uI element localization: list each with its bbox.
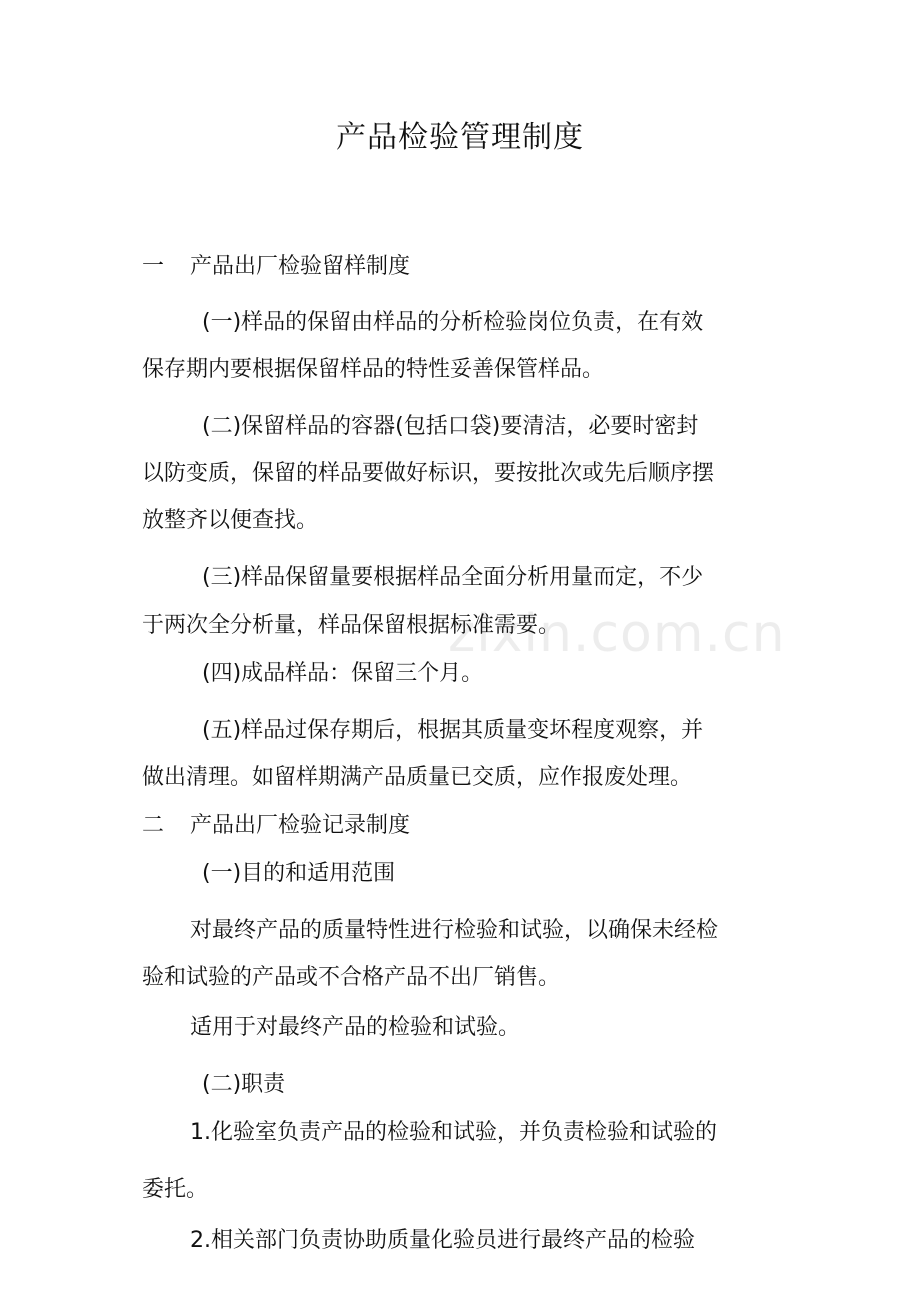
- paragraph-line: 1.化验室负责产品的检验和试验，并负责检验和试验的: [190, 1120, 717, 1145]
- paragraph-line: 委托。: [142, 1177, 209, 1202]
- paragraph-line: 以防变质，保留的样品要做好标识，要按批次或先后顺序摆: [142, 461, 715, 486]
- paragraph-line: 放整齐以便查找。: [142, 508, 319, 533]
- paragraph-line: 对最终产品的质量特性进行检验和试验，以确保未经检: [190, 918, 719, 943]
- subsection-heading: (一)目的和适用范围: [202, 861, 396, 886]
- section-heading-text: 产品出厂检验留样制度: [190, 254, 411, 279]
- watermark: zixin.com.cn: [448, 604, 786, 664]
- paragraph-line: (四)成品样品：保留三个月。: [202, 661, 484, 686]
- paragraph-line: (三)样品保留量要根据样品全面分析用量而定，不少: [202, 565, 704, 590]
- document-title: 产品检验管理制度: [336, 120, 584, 155]
- section-heading-1: [142, 252, 410, 282]
- section-heading-2: [142, 811, 410, 841]
- section-number: 一: [142, 254, 165, 279]
- section-number: 二: [142, 813, 165, 838]
- paragraph-line: 于两次全分析量，样品保留根据标准需要。: [142, 613, 561, 638]
- paragraph-line: (五)样品过保存期后，根据其质量变坏程度观察，并: [202, 718, 704, 743]
- section-heading-text: 产品出厂检验记录制度: [190, 813, 411, 838]
- paragraph-line: (二)保留样品的容器(包括口袋)要清洁，必要时密封: [202, 414, 699, 439]
- paragraph-line: 验和试验的产品或不合格产品不出厂销售。: [142, 965, 561, 990]
- paragraph-line: (一)样品的保留由样品的分析检验岗位负责，在有效: [202, 310, 704, 335]
- paragraph-line: 保存期内要根据保留样品的特性妥善保管样品。: [142, 357, 605, 382]
- paragraph-line: 适用于对最终产品的检验和试验。: [190, 1015, 521, 1040]
- paragraph-line: 2.相关部门负责协助质量化验员进行最终产品的检验: [190, 1228, 695, 1253]
- paragraph-line: 做出清理。如留样期满产品质量已交质，应作报废处理。: [142, 765, 693, 790]
- subsection-heading: (二)职责: [202, 1072, 286, 1097]
